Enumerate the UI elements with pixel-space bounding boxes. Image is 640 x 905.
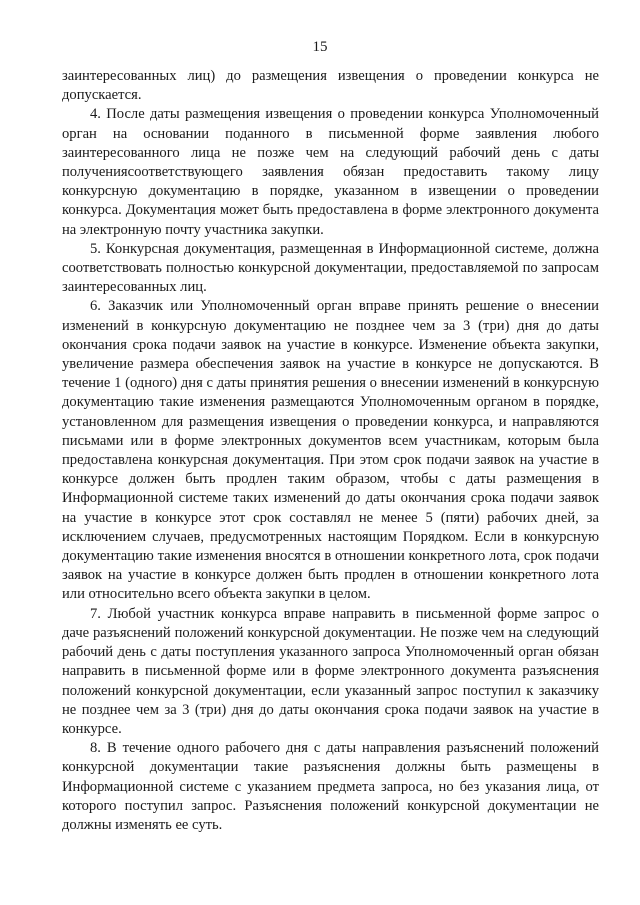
document-body (62, 67, 599, 835)
paragraph-5: 5. Конкурсная документация, размещенная в Информационной системе, должна соответствовать полностью конкурсной документации, предоставляемой по запросам заинтересованных лиц. (62, 240, 599, 296)
paragraph-continuation: заинтересованных лиц) до размещения извещения о проведении конкурса не допускается. (62, 68, 599, 104)
page-number: 15 (312, 39, 328, 55)
paragraph-7: 7. Любой участник конкурса вправе направить в письменной форме запрос о даче разъяснений положений конкурсной документации. Не позже чем на следующий рабочий день с даты поступления указанного запроса Уполномоченный орган обязан направить в письменной форме или в форме электронного документа разъяснения положений конкурсной документации, если указанный запрос поступил к заказчику не позднее чем за 3 (три) дня до даты окончания срока подачи заявок на участие в конкурсе. (62, 605, 599, 737)
paragraph-8: 8. В течение одного рабочего дня с даты направления разъяснений положений конкурсной документации такие разъяснения должны быть размещены в Информационной системе с указанием предмета запроса, но без указания лица, от которого поступил запрос. Разъяснения положений конкурсной документации не должны изменять ее суть. (62, 740, 599, 833)
paragraph-6: 6. Заказчик или Уполномоченный орган вправе принять решение о внесении изменений в конкурсную документацию не позднее чем за 3 (три) дня до даты окончания срока подачи заявок на участие в конкурсе. Изменение объекта закупки, увеличение размера обеспечения заявок на участие в конкурсе не допускаются. В течение 1 (одного) дня с даты принятия решения о внесении изменений в конкурсную документацию такие изменения размещаются Уполномоченным органом в порядке, установленном для размещения извещения о проведении конкурса, и направляются письмами или в форме электронных документов всем участникам, которым была предоставлена конкурсная документация. При этом срок подачи заявок на участие в конкурсе должен быть продлен таким образом, чтобы с даты размещения в Информационной системе таких изменений до даты окончания срока подачи заявок на участие в конкурсе этот срок составлял не менее 5 (пяти) рабочих дней, за исключением случаев, предусмотренных настоящим Порядком. Если в конкурсную документацию такие изменения вносятся в отношении конкретного лота, срок подачи заявок на участие в конкурсе должен быть продлен в отношении конкретного лота или относительно всего объекта закупки в целом. (62, 298, 599, 603)
paragraph-4: 4. После даты размещения извещения о проведении конкурса Уполномоченный орган на основании поданного в письменной форме заявления любого заинтересованного лица не позже чем на следующий рабочий день с даты получениясоответствующего заявления обязан предоставить такому лицу конкурсную документацию в порядке, указанном в извещении о проведении конкурса. Документация может быть предоставлена в форме электронного документа на электронную почту участника закупки. (62, 106, 599, 238)
